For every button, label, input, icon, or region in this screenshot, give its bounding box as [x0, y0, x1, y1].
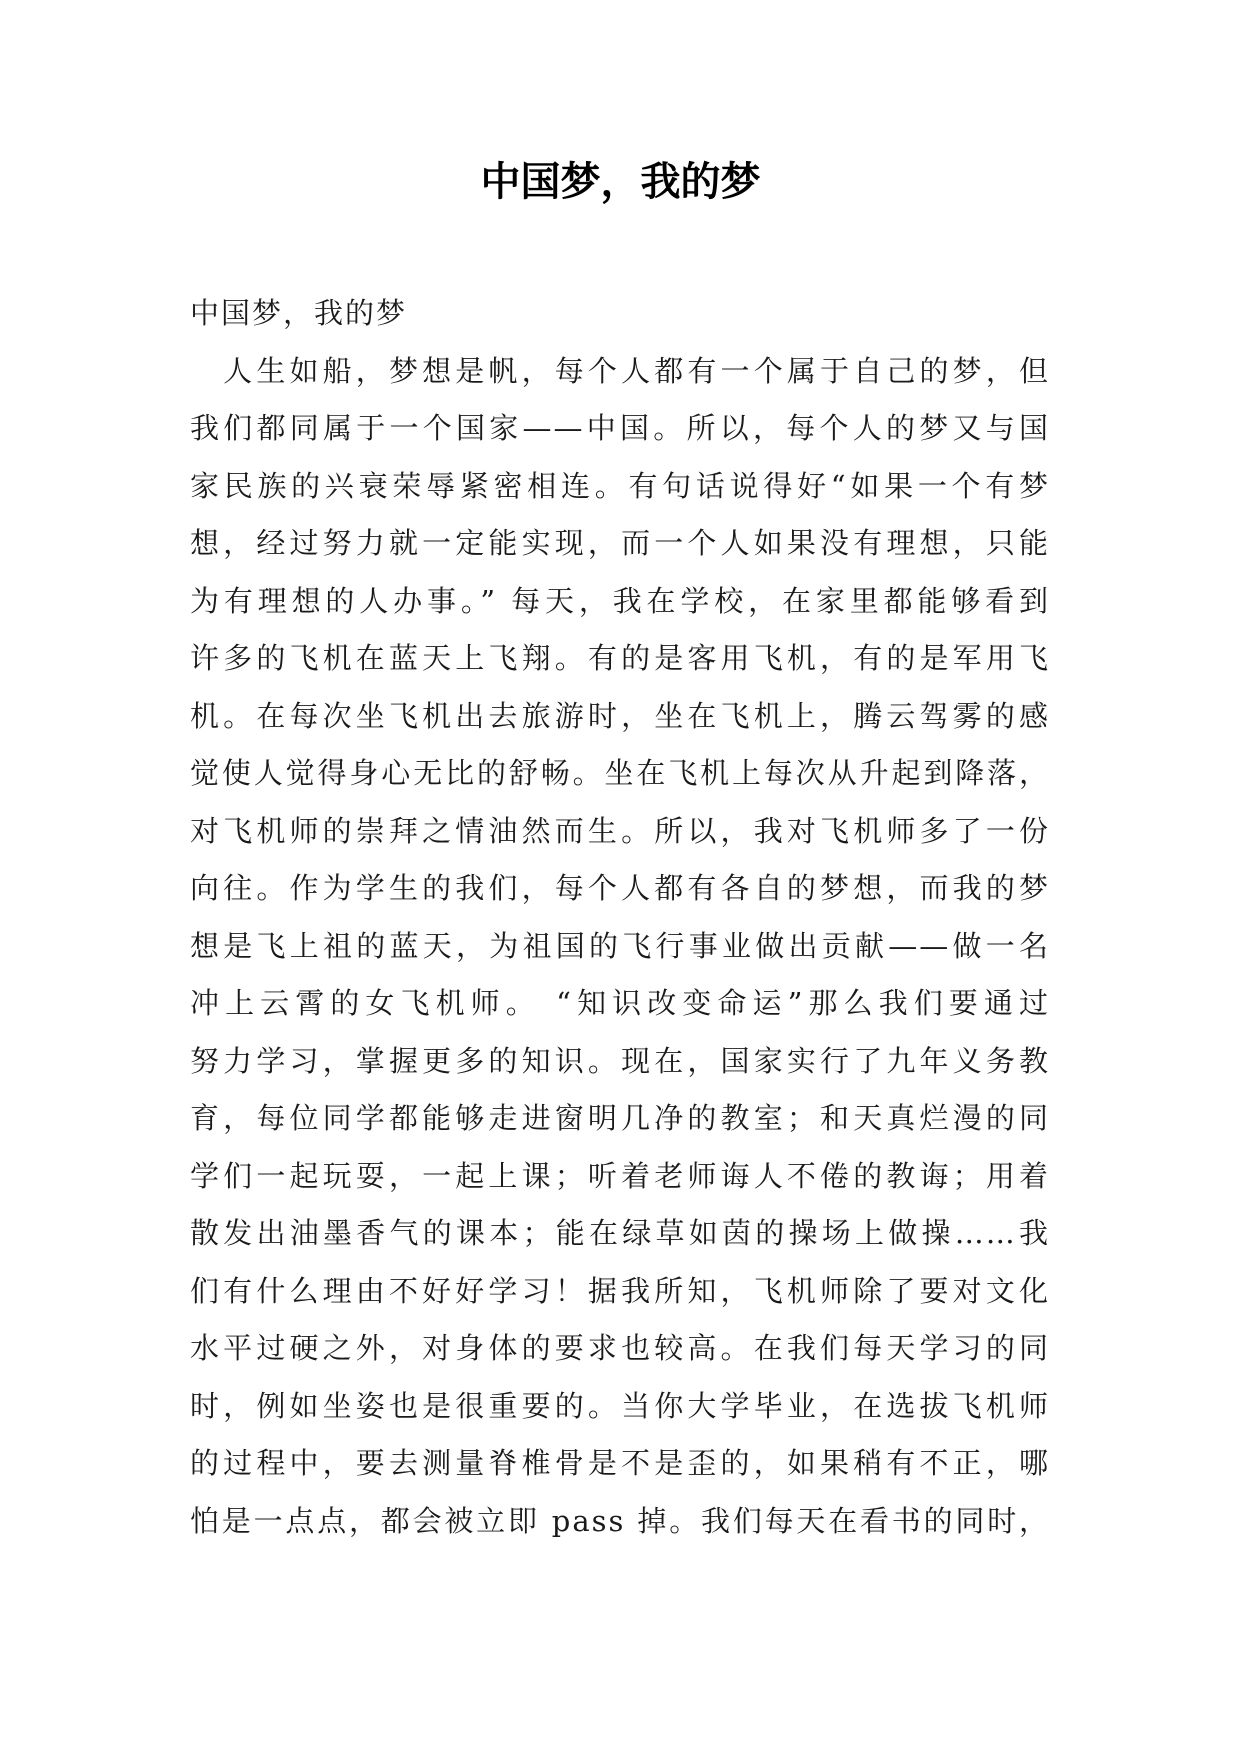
body-line: 人生如船，梦想是帆，每个人都有一个属于自己的梦，但 — [190, 353, 1050, 388]
document-body — [190, 285, 1050, 1550]
body-line: 时，例如坐姿也是很重要的。当你大学毕业，在选拔飞机师 — [190, 1388, 1050, 1423]
body-line: 冲上云霄的女飞机师。 “知识改变命运”那么我们要通过 — [190, 986, 1050, 1020]
body-line: 们有什么理由不好好学习！据我所知，飞机师除了要对文化 — [190, 1273, 1050, 1308]
body-line: 想是飞上祖的蓝天，为祖国的飞行事业做出贡献——做一名 — [190, 928, 1050, 963]
body-line: 我们都同属于一个国家——中国。所以，每个人的梦又与国 — [190, 411, 1050, 445]
body-line-subtitle: 中国梦，我的梦 — [190, 296, 408, 330]
body-line: 育，每位同学都能够走进窗明几净的教室；和天真烂漫的同 — [190, 1101, 1050, 1135]
body-line: 水平过硬之外，对身体的要求也较高。在我们每天学习的同 — [190, 1331, 1050, 1365]
body-line: 向往。作为学生的我们，每个人都有各自的梦想，而我的梦 — [190, 871, 1050, 905]
body-line: 想，经过努力就一定能实现，而一个人如果没有理想，只能 — [190, 526, 1050, 560]
body-line: 家民族的兴衰荣辱紧密相连。有句话说得好“如果一个有梦 — [190, 468, 1050, 503]
body-line: 怕是一点点，都会被立即 pass 掉。我们每天在看书的同时， — [190, 1503, 1050, 1538]
body-line: 散发出油墨香气的课本；能在绿草如茵的操场上做操……我 — [190, 1216, 1050, 1250]
body-line: 学们一起玩耍，一起上课；听着老师诲人不倦的教诲；用着 — [190, 1158, 1050, 1193]
body-line: 机。在每次坐飞机出去旅游时，坐在飞机上，腾云驾雾的感 — [190, 698, 1050, 733]
body-line: 对飞机师的崇拜之情油然而生。所以，我对飞机师多了一份 — [190, 813, 1050, 848]
body-line: 的过程中，要去测量脊椎骨是不是歪的，如果稍有不正，哪 — [190, 1446, 1050, 1480]
body-line: 为有理想的人办事。” 每天，我在学校，在家里都能够看到 — [190, 583, 1050, 618]
body-line: 努力学习，掌握更多的知识。现在，国家实行了九年义务教 — [190, 1043, 1050, 1078]
document-title: 中国梦，我的梦 — [480, 159, 761, 205]
body-line: 觉使人觉得身心无比的舒畅。坐在飞机上每次从升起到降落， — [190, 756, 1050, 790]
body-line: 许多的飞机在蓝天上飞翔。有的是客用飞机，有的是军用飞 — [190, 641, 1050, 675]
